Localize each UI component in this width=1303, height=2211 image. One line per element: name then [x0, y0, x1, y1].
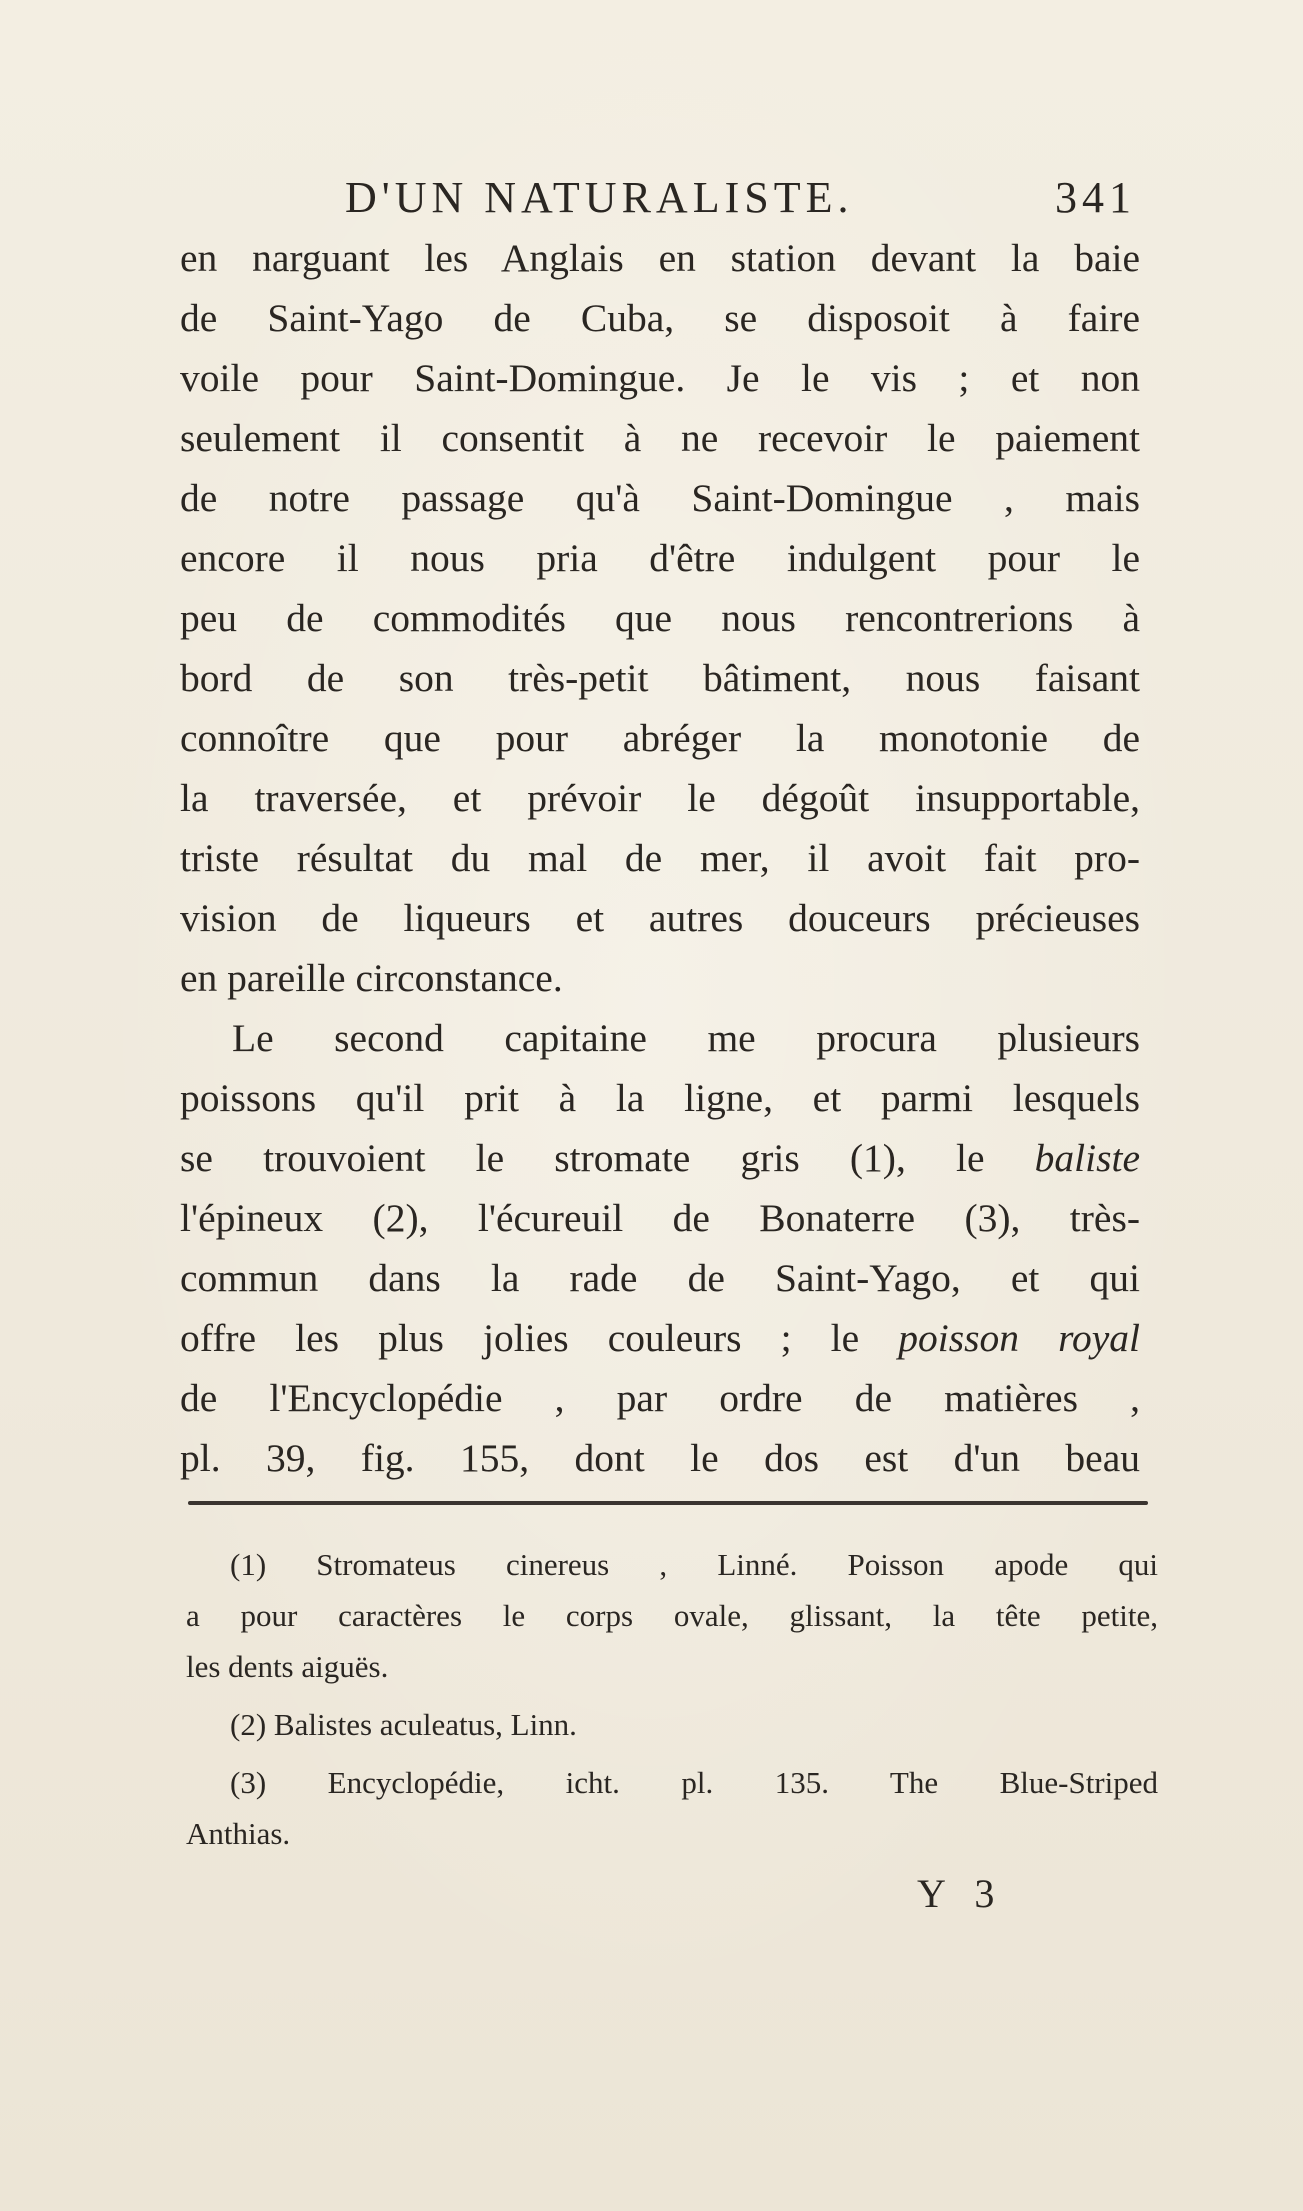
- running-head: D'UN NATURALISTE.: [345, 173, 854, 222]
- text-line-with-italic: [180, 1308, 1140, 1368]
- footnote-divider: [188, 1501, 1148, 1505]
- text-line: pl. 39, fig. 155, dont le dos est d'un beau: [180, 1436, 1140, 1480]
- paragraph-start-line: Le second capitaine me procura plusieurs: [232, 1016, 1140, 1060]
- text-line: connoître que pour abréger la monotonie de: [180, 716, 1140, 760]
- text-line: poissons qu'il prit à la ligne, et parmi lesquels: [180, 1076, 1140, 1120]
- italic-term: poisson royal: [898, 1316, 1140, 1360]
- text-line: de l'Encyclopédie , par ordre de matières ,: [180, 1376, 1140, 1420]
- text-line: la traversée, et prévoir le dégoût insupportable,: [180, 776, 1140, 820]
- text-line: bord de son très-petit bâtiment, nous faisant: [180, 656, 1140, 700]
- footnote-spacer: [186, 1692, 1158, 1699]
- page-number: 341: [1055, 173, 1136, 222]
- text-line: peu de commodités que nous rencontrerions à: [180, 596, 1140, 640]
- text-line: triste résultat du mal de mer, il avoit fait pro-: [180, 836, 1140, 880]
- text-line: seulement il consentit à ne recevoir le paiement: [180, 416, 1140, 460]
- body-text: [180, 228, 1140, 1488]
- footnote-spacer: [186, 1750, 1158, 1757]
- footnote-3-line: (3) Encyclopédie, icht. pl. 135. The Blue-Striped: [230, 1765, 1158, 1800]
- footnote-3-line: Anthias.: [186, 1816, 291, 1851]
- text-segment: se trouvoient le stromate gris (1), le: [180, 1136, 1035, 1180]
- footnote-1-line: les dents aiguës.: [186, 1649, 389, 1684]
- footnote-1-line: (1) Stromateus cinereus , Linné. Poisson apode qui: [230, 1547, 1158, 1582]
- text-line: de Saint-Yago de Cuba, se disposoit à faire: [180, 296, 1140, 340]
- text-line: en pareille circonstance.: [180, 956, 563, 1000]
- page-header: [345, 172, 1145, 232]
- footnotes: [186, 1539, 1158, 1859]
- text-line: l'épineux (2), l'écureuil de Bonaterre (3), très-: [180, 1196, 1140, 1240]
- footnote-1-line: a pour caractères le corps ovale, glissant, la tête petite,: [186, 1598, 1158, 1633]
- text-line: encore il nous pria d'être indulgent pour le: [180, 536, 1140, 580]
- footnote-2-line: (2) Balistes aculeatus, Linn.: [230, 1707, 577, 1742]
- text-line: vision de liqueurs et autres douceurs précieuses: [180, 896, 1140, 940]
- text-line: commun dans la rade de Saint-Yago, et qui: [180, 1256, 1140, 1300]
- text-segment: offre les plus jolies couleurs ; le: [180, 1316, 899, 1360]
- text-line: voile pour Saint-Domingue. Je le vis ; et non: [180, 356, 1140, 400]
- text-line: en narguant les Anglais en station devant la baie: [180, 236, 1140, 280]
- text-line-with-italic: [180, 1128, 1140, 1188]
- italic-term: baliste: [1034, 1136, 1140, 1180]
- signature-mark: Y 3: [917, 1871, 1005, 1916]
- text-line: de notre passage qu'à Saint-Domingue , mais: [180, 476, 1140, 520]
